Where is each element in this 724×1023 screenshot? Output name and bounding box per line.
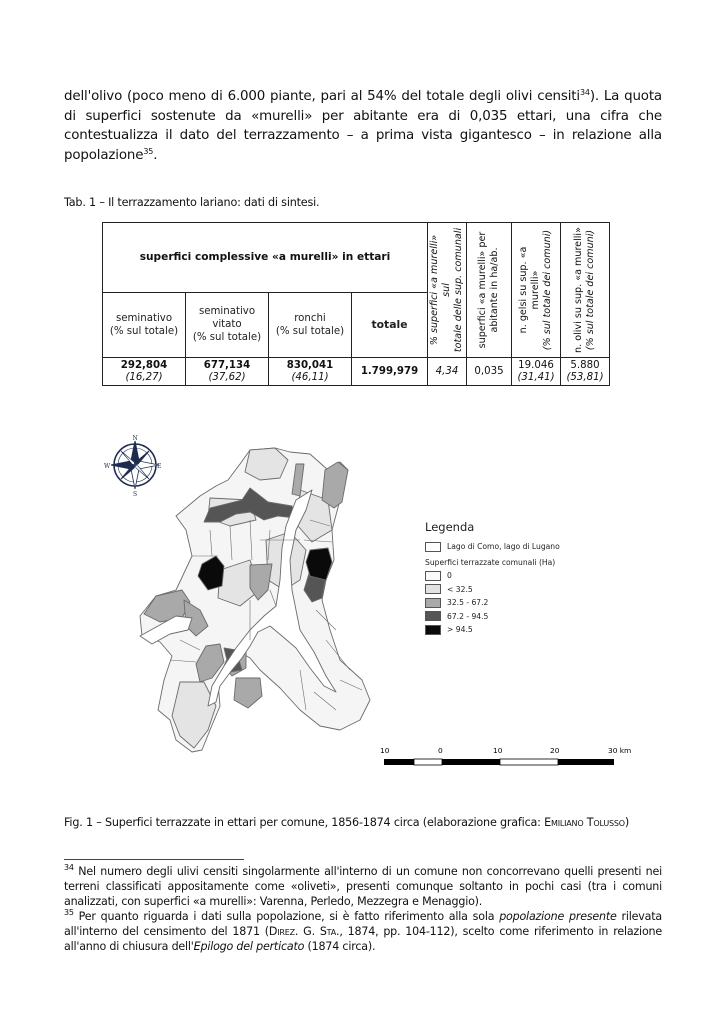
table-caption: Tab. 1 – Il terrazzamento lariano: dati di sintesi.: [64, 196, 320, 209]
swatch-icon: [425, 571, 441, 581]
footnote-ref-35[interactable]: 35: [143, 146, 154, 156]
scale-bar: [380, 745, 650, 775]
cell-pct-superfici: 4,34: [428, 358, 467, 386]
scale-label: 30 km: [608, 746, 632, 755]
legend-item-class-0: 0: [425, 569, 560, 583]
footnote-34: $^{34}$ Nel numero degli ulivi censiti singolarmente all'interno di un comune non concorrevano quelli presenti nei terreni classificati appositamente come «oliveti», presenti comunque soltanto in pochi casi (tra i comuni analizzati, con superfici «a murelli»: Varenna, Perledo, Mezzegra e Menaggio).: [64, 863, 662, 908]
header-totale: totale: [352, 292, 428, 358]
cell-seminativo-vitato: 677,134 (37,62): [186, 358, 269, 386]
group-header: superfici complessive «a murelli» in ettari: [103, 223, 428, 293]
cell-totale: 1.799,979: [352, 358, 428, 386]
cell-seminativo: 292,804 (16,27): [103, 358, 186, 386]
swatch-icon: [425, 625, 441, 635]
vheader-gelsi: n. gelsi su sup. «a murelli» (% sul totale dei comuni): [512, 223, 561, 358]
header-ronchi: ronchi (% sul totale): [269, 292, 352, 358]
cell-per-abitante: 0,035: [467, 358, 512, 386]
cell-gelsi: 19.046 (31,41): [512, 358, 561, 386]
scale-label: 0: [438, 746, 443, 755]
vheader-per-abitante: superfici «a murelli» per abitante in ha/ab.: [467, 223, 512, 358]
header-seminativo-vitato: seminativo vitato (% sul totale): [186, 292, 269, 358]
swatch-icon: [425, 611, 441, 621]
legend-title: Legenda: [425, 520, 475, 534]
lake-swatch-icon: [425, 542, 441, 552]
map-region-class-2: [234, 678, 262, 708]
map-legend: [425, 520, 560, 637]
figure-caption: Fig. 1 – Superfici terrazzate in ettari per comune, 1856-1874 circa (elaborazione grafica: Emiliano Tolusso): [64, 816, 630, 829]
table-row: [103, 358, 610, 386]
swatch-icon: [425, 584, 441, 594]
vheader-olivi: n. olivi su sup. «a murelli» (% sul totale dei comuni): [561, 223, 610, 358]
svg-text:S: S: [133, 491, 138, 498]
legend-item-lakes: Lago di Como, lago di Lugano: [425, 540, 560, 554]
svg-text:W: W: [104, 463, 111, 470]
footnotes: [64, 864, 662, 954]
header-seminativo: seminativo (% sul totale): [103, 292, 186, 358]
vheader-pct-superfici: % superfici «a murelli» sul totale delle sup. comunali: [428, 223, 467, 358]
cell-olivi: 5.880 (53,81): [561, 358, 610, 386]
footnote-35: $^{35}$ Per quanto riguarda i dati sulla popolazione, si è fatto riferimento alla sola popolazione presente rilevata all'interno del censimento del 1871 (Direz. G. Sta., 1874, pp. 104-112), scelto come riferimento in relazione all'anno di chiusura dell'Epilogo del perticato (1874 circa).: [64, 908, 662, 953]
legend-item-class-3: 67.2 - 94.5: [425, 610, 560, 624]
choropleth-map: [100, 430, 400, 770]
legend-subtitle: Superfici terrazzate comunali (Ha): [425, 557, 556, 567]
svg-text:E: E: [157, 463, 162, 470]
summary-table: [102, 222, 610, 386]
svg-text:N: N: [132, 435, 138, 442]
scale-label: 20: [550, 746, 560, 755]
body-paragraph: dell'olivo (poco meno di 6.000 piante, pari al 54% del totale degli olivi censiti$^{34}$). La quota di superfici sostenute da «murelli» per abitante era di 0,035 ettari, una cifra che contestualizza il dato del terrazzamento – a prima vista gigantesco – in relazione alla popolazione$^{35}$.: [64, 88, 662, 163]
legend-item-class-4: > 94.5: [425, 623, 560, 637]
footnote-ref-34[interactable]: 34: [579, 88, 590, 97]
legend-item-class-2: 32.5 - 67.2: [425, 596, 560, 610]
scale-label: 10: [493, 746, 503, 755]
legend-item-class-1: < 32.5: [425, 583, 560, 597]
scale-label: 10: [380, 746, 390, 755]
swatch-icon: [425, 598, 441, 608]
cell-ronchi: 830,041 (46,11): [269, 358, 352, 386]
compass-rose-icon: [104, 435, 161, 498]
footnote-divider: [64, 859, 244, 860]
